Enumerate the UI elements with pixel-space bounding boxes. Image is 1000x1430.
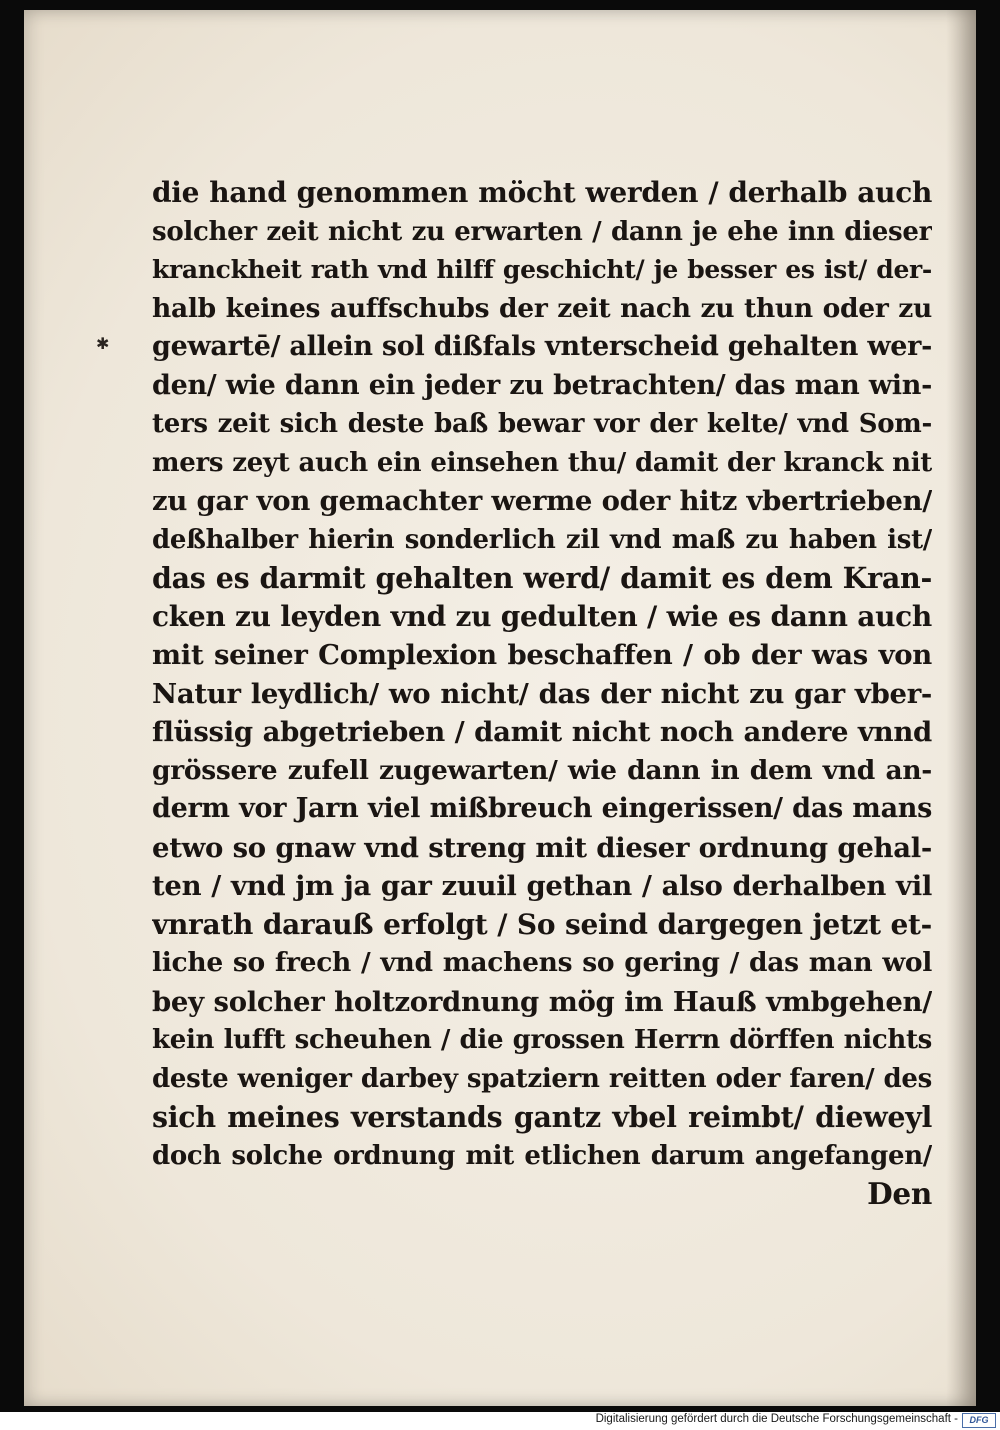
text-line: sich meines verstands gantz vbel reimbt/ dieweyl [152,1100,932,1134]
text-line: flüssig abgetrieben / damit nicht noch andere vnnd [152,716,932,748]
margin-mark: ✱ [96,334,110,353]
text-line: den/ wie dann ein jeder zu betrachten/ das man win- [152,369,932,401]
text-line: mit seiner Complexion beschaffen / ob der was von [152,639,932,671]
text-line: die hand genommen möcht werden / derhalb auch [152,176,932,209]
text-line: deßhalber hierin sonderlich zil vnd maß zu haben ist/ [152,524,932,555]
text-line: solcher zeit nicht zu erwarten / dann je ehe inn dieser [152,216,932,247]
text-line: etwo so gnaw vnd streng mit dieser ordnung gehal- [152,831,932,864]
text-line: zu gar von gemachter werme oder hitz vbertrieben/ [152,485,932,517]
text-line: vnrath darauß erfolgt / So seind dargegen jetzt et- [152,907,932,941]
dfg-logo-icon: DFG [962,1413,996,1428]
text-line: das es darmit gehalten werd/ damit es dem Kran- [152,561,932,595]
text-block [152,174,932,1214]
text-line: bey solcher holtzordnung mög im Hauß vmbgehen/ [152,985,932,1018]
funding-credit: Digitalisierung gefördert durch die Deutsche Forschungsgemeinschaft - [595,1413,958,1425]
text-line: deste weniger darbey spatziern reitten oder faren/ des [152,1063,932,1094]
text-line: kranckheit rath vnd hilff geschicht/ je besser es ist/ der- [152,255,932,284]
text-line: doch solche ordnung mit etlichen darum angefangen/ [152,1140,932,1171]
text-line: ten / vnd jm ja gar zuuil gethan / also derhalben vil [152,870,932,902]
text-line: derm vor Jarn viel mißbreuch eingerissen/ das mans [152,793,932,824]
page-spine-shadow [946,10,976,1406]
text-line: Natur leydlich/ wo nicht/ das der nicht zu gar vber- [152,677,932,710]
text-line: cken zu leyden vnd zu gedulten / wie es dann auch [152,599,932,633]
text-line: ters zeit sich deste baß bewar vor der kelte/ vnd Som- [152,409,932,439]
text-line: halb keines auffschubs der zeit nach zu thun oder zu [152,292,932,324]
text-line: gewartē/ allein sol dißfals vnterscheid gehalten wer- [152,331,932,362]
catchword: Den [867,1176,932,1211]
text-line: mers zeyt auch ein einsehen thu/ damit der kranck nit [152,447,932,478]
text-line: liche so frech / vnd machens so gering / das man wol [152,947,932,978]
text-line: grössere zufell zugewarten/ wie dann in dem vnd an- [152,754,932,786]
text-line: kein lufft scheuhen / die grossen Herrn dörffen nichts [152,1025,932,1055]
digitization-footer [0,1412,1000,1430]
